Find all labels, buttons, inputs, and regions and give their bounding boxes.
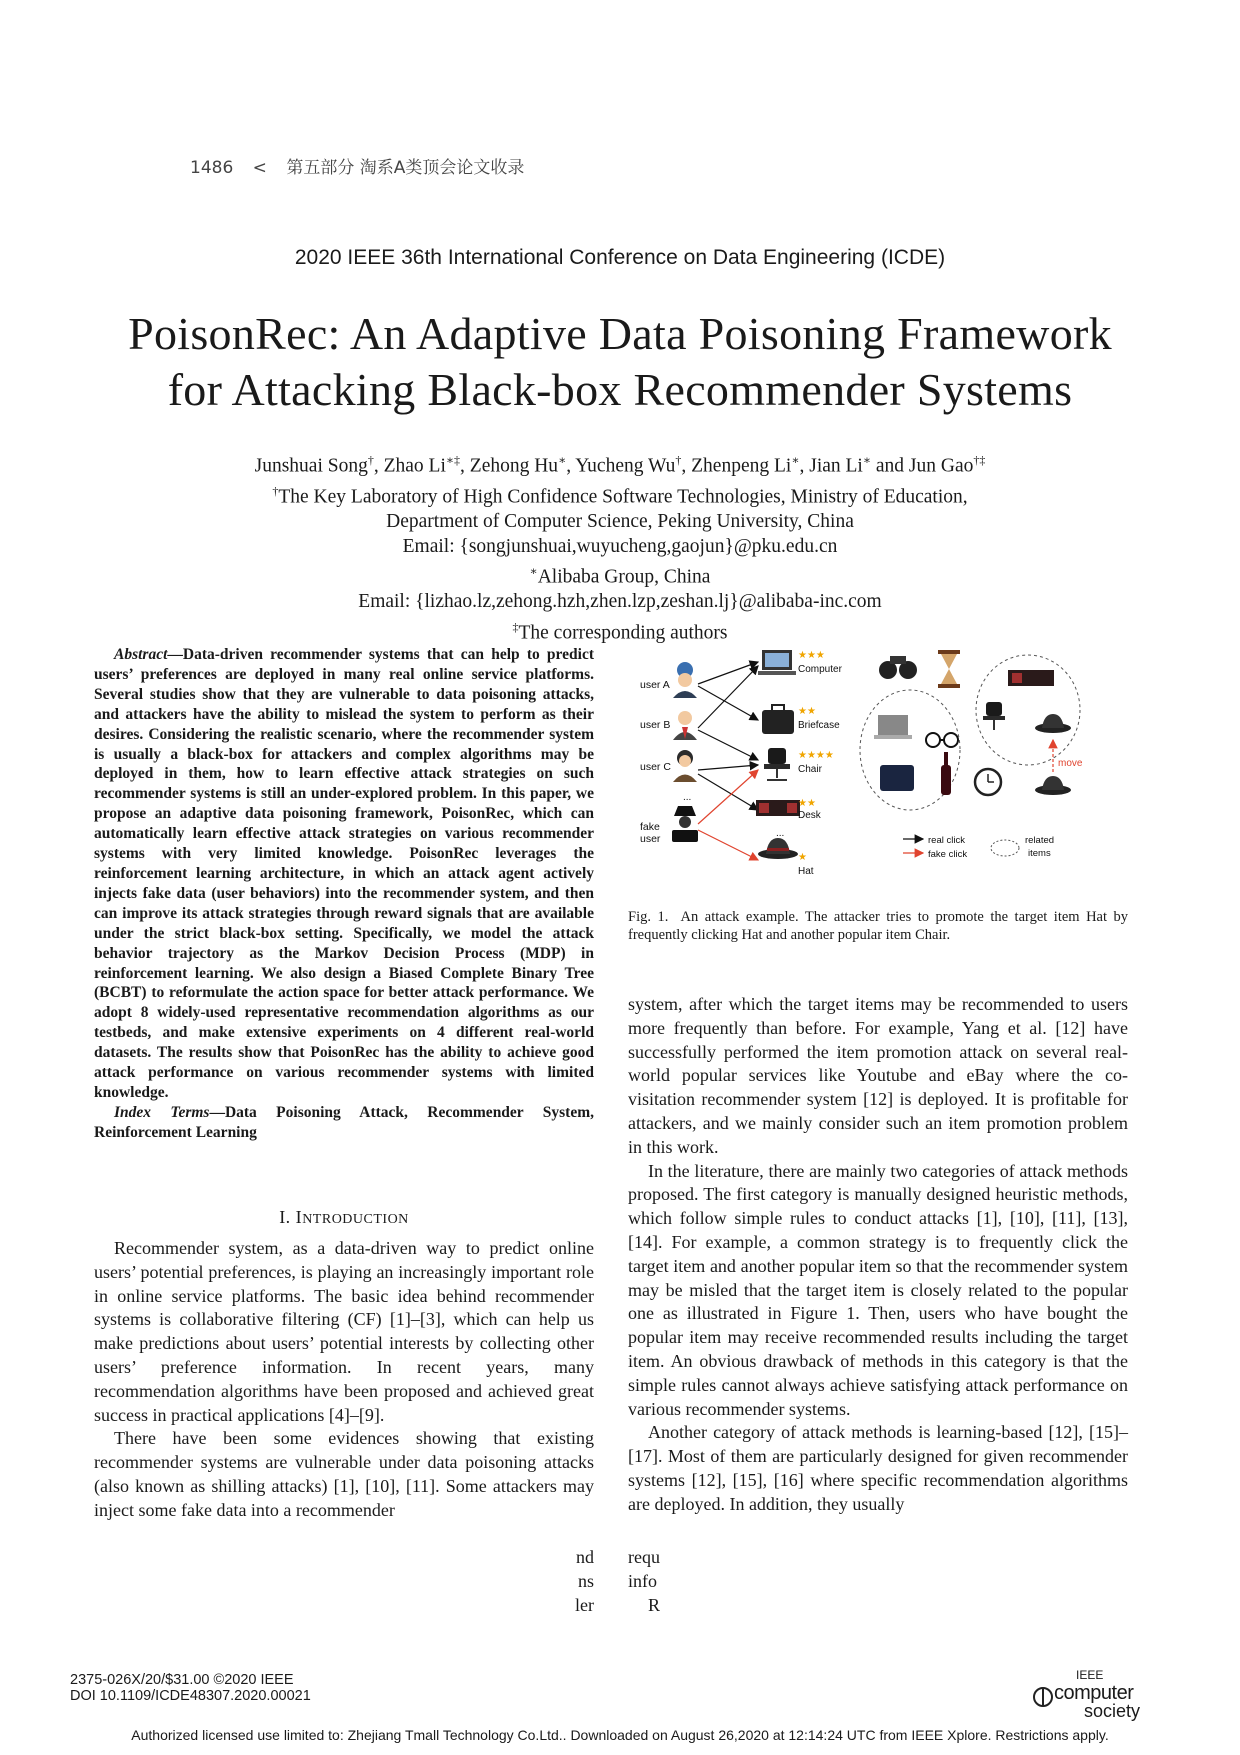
left-column-fragment: nd ns ler xyxy=(575,1547,594,1615)
item-desk-stars: ★★ xyxy=(798,798,816,809)
item-desk-label: Desk xyxy=(798,810,821,821)
glasses-icon xyxy=(926,733,958,747)
figure-caption xyxy=(628,908,1128,944)
email-2: Email: {lizhao.lz,zehong.hzh,zhen.lzp,zeshan.lj}@alibaba-inc.com xyxy=(358,591,882,612)
intro-paragraph-3: system, after which the target items may be recommended to users more frequently than before. For example, Yang et al. [12] have successfully performed the item promotion attack on several real-world popular services like Youtube and eBay where the co-visitation recommender system [12] is deployed. It is profitable for attackers, and we mainly consider such an item promotion problem in this work. xyxy=(628,994,1128,1157)
binoculars-icon xyxy=(879,656,917,679)
intro-paragraph-1: Recommender system, as a data-driven way to predict online users’ potential preferences, is playing an increasingly important role in online service platforms. The basic idea behind recommender systems is collaborative filtering (CF) [1]–[3], which can help us make predictions about users’ potential interests by collecting other users’ preference information. In recent years, many recommendation algorithms have been proposed and achieved great success in practical applications [4]–[9]. xyxy=(94,1238,594,1425)
item-computer-label: Computer xyxy=(798,664,842,675)
header-separator: < xyxy=(252,158,267,178)
index-terms-label: Index Terms xyxy=(114,1103,210,1121)
affiliation-1: †The Key Laboratory of High Confidence Software Technologies, Ministry of Education, xyxy=(272,484,968,508)
author-list: Junshuai Song†, Zhao Li∗‡, Zehong Hu∗, Yucheng Wu†, Zhenpeng Li∗, Jian Li∗ and Jun Gao†‡ xyxy=(254,453,986,477)
author-affiliation-mark: †‡ xyxy=(973,453,986,467)
ieee-computer-society-logo: IEEE computer society xyxy=(1032,1668,1162,1718)
desk-icon xyxy=(756,800,800,816)
affiliation-2: ∗Alibaba Group, China xyxy=(529,564,711,588)
legend-real-click-label: real click xyxy=(928,835,965,846)
left-column-body xyxy=(94,1237,594,1523)
item-briefcase-label: Briefcase xyxy=(798,720,840,731)
author-affiliation-mark: ∗‡ xyxy=(445,453,461,467)
logo-icon xyxy=(1032,1686,1054,1708)
author-name: Yucheng Wu xyxy=(575,455,676,477)
user-b-label: user B xyxy=(640,719,671,731)
legend-fake-click-label: fake click xyxy=(928,849,968,860)
author-name: Zhao Li xyxy=(383,455,446,477)
copyright-line: 2375-026X/20/$31.00 ©2020 IEEE xyxy=(70,1672,294,1688)
author-name: Jun Gao xyxy=(908,455,974,477)
hat-small-icon xyxy=(1035,714,1071,733)
wine-bottle-icon xyxy=(941,752,951,795)
item-chair-label: Chair xyxy=(798,764,822,775)
briefcase-small-icon xyxy=(880,765,914,791)
legend-related-label-2: items xyxy=(1028,848,1051,859)
hourglass-icon xyxy=(938,650,960,688)
author-name: Jian Li xyxy=(809,455,863,477)
author-affiliation-mark: ∗ xyxy=(558,453,567,467)
affiliation-1b: Department of Computer Science, Peking University, China xyxy=(386,511,854,532)
user-c-avatar-icon xyxy=(673,750,697,782)
section-heading-introduction: I. INTRODUCTION xyxy=(279,1207,409,1227)
title-line-1: PoisonRec: An Adaptive Data Poisoning Framework xyxy=(128,308,1112,359)
item-hat-stars: ★ xyxy=(798,852,807,863)
abstract-label: Abstract xyxy=(114,646,168,663)
conference-name: 2020 IEEE 36th International Conference on Data Engineering (ICDE) xyxy=(294,246,946,269)
figure-caption-text: An attack example. The attacker tries to promote the target item Hat by frequently clicking Hat and another popular item Chair. xyxy=(628,909,1129,943)
legend-related-label-1: related xyxy=(1025,835,1055,846)
abstract-paragraph: Abstract—Data-driven recommender systems that can help to predict users’ preferences are deployed in many real online service platforms. Several studies show that they are vulnerable to data poisoning attacks, and attackers have the ability to mislead the system to perform as their desires. Considering the realistic scenario, where the recommender system is usually a black-box for attackers and complex algorithms may be deployed in them, how to learn effective attack strategies on such recommender systems is still an under-explored problem. In this paper, we propose an adaptive data poisoning framework, PoisonRec, which can automatically learn effective attack strategies on various recommender systems with very limited knowledge. PoisonRec leverages the reinforcement learning architecture, in which an attack agent actively injects fake data (user behaviors) into the recommender system, and then can improve its attack strategies through reward signals that are available under the strict black-box setting. Specifically, we model the attack behavior trajectory as the Markov Decision Process (MDP) in reinforcement learning. We also design a Biased Complete Binary Tree (BCBT) to reformulate the action space for better attack performance. We adopt 8 widely-used representative recommendation algorithms as our testbeds, and make extensive experiments on 4 different real-world datasets. The results show that PoisonRec has the ability to achieve good attack performance on various recommender systems with limited knowledge. xyxy=(94,646,594,1101)
intro-paragraph-5: Another category of attack methods is learning-based [12], [15]–[17]. Most of them are particularly designed for given recommender systems [12], [15], [16] where specific recommendation algorithms are deployed. In addition, they usually xyxy=(628,1422,1128,1514)
doi-line: DOI 10.1109/ICDE48307.2020.00021 xyxy=(70,1688,311,1704)
email-1: Email: {songjunshuai,wuyucheng,gaojun}@pku.edu.cn xyxy=(402,535,838,557)
right-column-fragment: requ info R xyxy=(628,1547,661,1615)
fake-user-label: fake user xyxy=(640,821,661,845)
intro-paragraph-2: There have been some evidences showing that existing recommender systems are vulnerable under data poisoning attacks (also known as shilling attacks) [1], [10], [11]. Some attackers may inject some fake data into a recommender xyxy=(94,1428,594,1520)
author-affiliation-mark: † xyxy=(675,453,682,467)
hat-moved-icon xyxy=(1035,776,1071,795)
alarm-clock-icon xyxy=(975,769,1001,795)
author-affiliation-mark: † xyxy=(367,453,374,467)
item-briefcase-stars: ★★ xyxy=(798,706,816,717)
header-section: 第五部分 淘系A类顶会论文收录 xyxy=(286,158,525,178)
author-affiliation-mark: ∗ xyxy=(791,453,800,467)
item-computer-stars: ★★★ xyxy=(798,650,825,661)
legend-related-ellipse xyxy=(991,840,1019,856)
item-hat-label: Hat xyxy=(798,866,814,877)
chair-icon xyxy=(764,748,790,780)
user-b-avatar-icon xyxy=(673,711,697,740)
fake-user-icon xyxy=(672,806,698,842)
index-terms: Index Terms—Data Poisoning Attack, Recommender System, Reinforcement Learning xyxy=(94,1103,595,1141)
item-dots: ... xyxy=(776,828,785,839)
license-notice: Authorized licensed use limited to: Zhejiang Tmall Technology Co.Ltd.. Downloaded on August 26,2020 at 12:14:24 UTC from IEEE Xplore. Restrictions apply. xyxy=(131,1727,1109,1743)
page-number: 1486 xyxy=(190,158,234,178)
chair-small-icon xyxy=(983,702,1005,730)
author-affiliation-mark: ∗ xyxy=(862,453,872,467)
author-name: Zhenpeng Li xyxy=(691,455,792,477)
title-line-2: for Attacking Black-box Recommender Systems xyxy=(167,364,1073,415)
right-column-body xyxy=(628,993,1128,1517)
fake-click-arrows xyxy=(698,770,758,860)
figure-caption-prefix: Fig. 1. xyxy=(628,909,669,925)
paper-title xyxy=(60,306,1180,418)
author-name: Junshuai Song xyxy=(254,455,368,477)
move-label: move xyxy=(1058,758,1083,769)
copyright-footer xyxy=(70,1672,311,1704)
user-a-avatar-icon xyxy=(673,662,697,698)
author-name: Zehong Hu xyxy=(469,455,559,477)
laptop-icon xyxy=(874,715,912,739)
desk-small-icon xyxy=(1008,670,1054,686)
hat-icon xyxy=(758,838,798,859)
user-dots: ... xyxy=(683,792,692,803)
user-a-label: user A xyxy=(640,679,670,691)
computer-icon xyxy=(758,650,796,675)
figure-attack-example xyxy=(628,640,1128,900)
briefcase-icon xyxy=(762,705,794,734)
abstract xyxy=(94,645,594,1143)
item-chair-stars: ★★★★ xyxy=(798,750,834,761)
running-header xyxy=(190,153,538,178)
intro-paragraph-4: In the literature, there are mainly two categories of attack methods proposed. The first category is manually designed heuristic methods, which follow simple rules to conduct attacks [1], [10], [11], [13], [14]. For example, a common strategy is to frequently click the target item and another popular item so that the recommender system may be misled that the target item is closely related to the popular one as illustrated in Figure 1. Then, users who have bought the popular item may receive recommended results including the target item. An obvious drawback of methods in this category is that the simple rules cannot always achieve satisfying attack performance on various recommender systems. xyxy=(628,1160,1128,1419)
corresponding-note: ‡The corresponding authors xyxy=(512,619,728,643)
real-click-arrows xyxy=(698,662,758,810)
user-c-label: user C xyxy=(640,761,671,773)
author-block xyxy=(0,448,1240,646)
